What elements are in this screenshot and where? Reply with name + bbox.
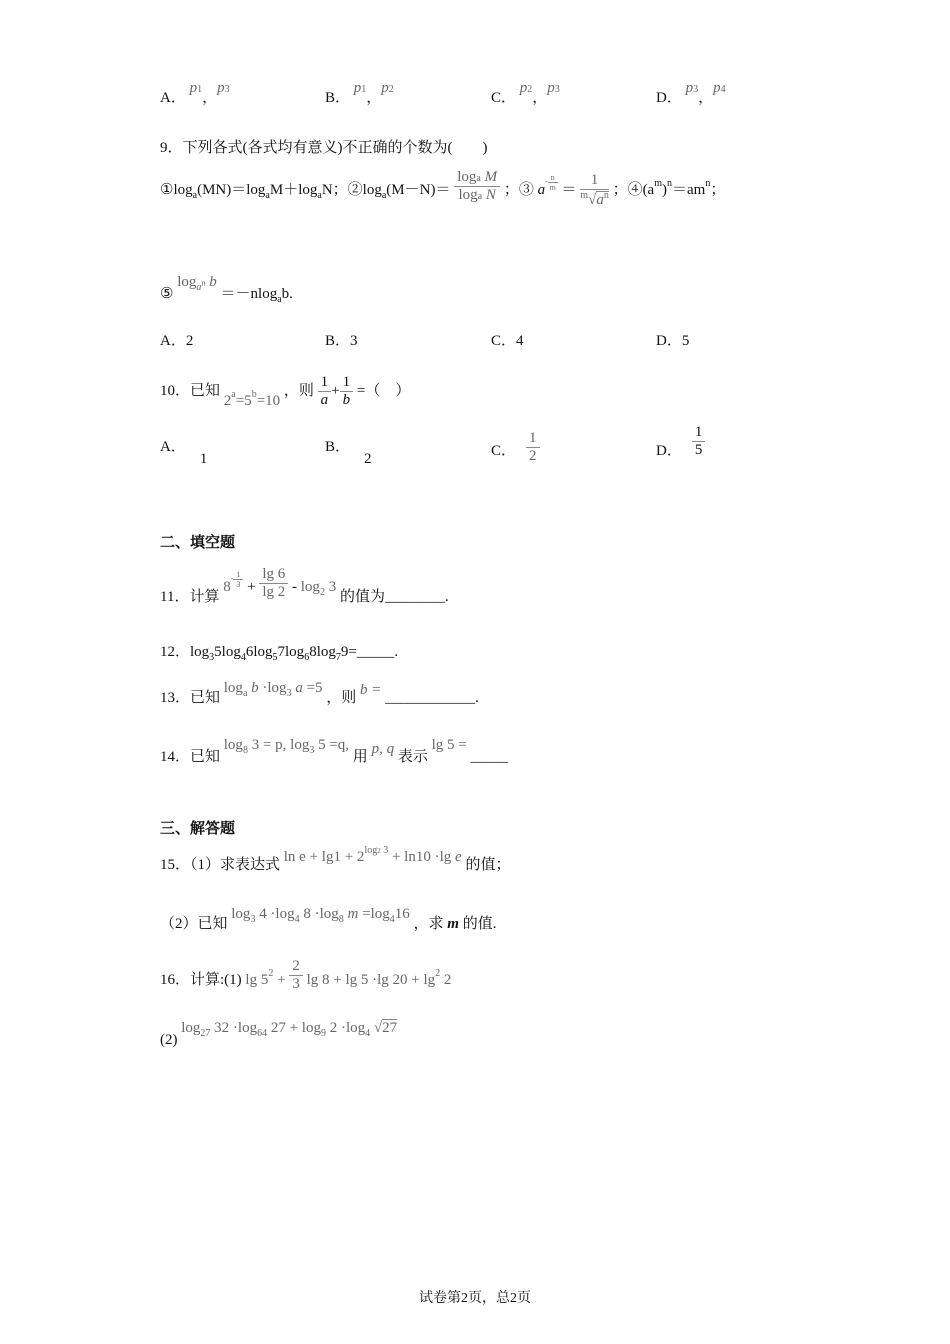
q8-option-b[interactable]: B． p1，p2 xyxy=(325,80,394,106)
q16-expression: $\lg 5^2$ + $\frac{2}{3}$ lg 8 + lg 5 ·lg $20 + \lg^2 2$ xyxy=(245,958,452,993)
q9-s5-exponent: $\log_{a^n} b$ xyxy=(177,274,217,293)
q16-part2: (2) $\log_{27} 32 \cdot\log_{64}$ $27 + \log_9 2 \cdot\log_4$ √27 xyxy=(160,1020,398,1048)
q10-option-c[interactable]: C． $\frac{1}{2}$ xyxy=(491,430,540,466)
q9-option-c[interactable]: C．4 xyxy=(491,333,524,349)
q11: 11．计算 $8^{- \frac{1}{3}}$ + $\frac{\lg 6}{\lg 2}$ - $\log_2 3$ 的值为________. xyxy=(160,566,449,606)
q15-part1: 15．（1）求表达式 $\ln e + \lg 1 + 2^{log2 3} + \ln 10 \cdot\lg$ e 的值； xyxy=(160,845,511,873)
section-solve-title: 三、解答题 xyxy=(160,821,236,837)
q9-stem: 9．下列各式(各式均有意义)不正确的个数为( ) xyxy=(160,140,488,156)
q14: 14．已知 $\log_8 3 = p$, $\log_3 5 =q$, 用 p, q 表示 lg 5 = _____ xyxy=(160,737,508,765)
q9-statements-line: $①\log_a(MN)=\log_aM+\log_aN$；$②\log_a(M-N)=$ $\frac{\text{loga M}}{\text{loga N}}$ ；③ $a^{- \frac{n}{m}}$ ＝ $\frac{1}{^m√a^n}$ ；$④(a^m)^n=am^n$； xyxy=(160,169,726,209)
q8-option-d[interactable]: D． p3，p4 xyxy=(656,80,726,106)
q16-part1: 16．计算:(1) $\lg 5^2$ + $\frac{2}{3}$ lg 8 + lg 5 ·lg $20 + \lg^2 2$ xyxy=(160,958,452,993)
q10-option-d[interactable]: D． $\frac{1}{5}$ xyxy=(656,424,705,460)
q9-option-d[interactable]: D．5 xyxy=(656,333,690,349)
q15-condition: $\log_3 4 \cdot\log_4$ $8 \cdot\log_8$ $m =\log_416$ xyxy=(231,906,410,925)
q15-expression: $\ln e + \lg 1 + 2^{log2 3} + \ln 10 \cdot\lg$ e xyxy=(283,845,462,865)
q10-option-a[interactable]: A．1 xyxy=(160,439,208,467)
q11-log: $\log_2 3$ xyxy=(300,579,337,599)
q10-stem: 10．已知 $2^a=5^b=10$ ，则 $\frac{1}{a}+$ $\frac{1}{b}$ =（ ） xyxy=(160,374,411,410)
q12: 12．$\log_35\log_46\log_57\log_68\log_79=\_\_\_\_\_$. xyxy=(160,644,399,663)
q10-condition: $2^a=5^b=10$ xyxy=(223,389,281,410)
q8-option-a[interactable]: A． p1，p3 xyxy=(160,80,230,106)
q13-condition: $\log_a b \cdot\log_3$ a =5 xyxy=(223,680,323,699)
q16-expression-2: $\log_{27} 32 \cdot\log_{64}$ $27 + \log_9 2 \cdot\log_4$ √27 xyxy=(181,1020,398,1039)
q10-fraction-b: $\frac{1}{b}$ xyxy=(340,374,354,410)
section-fill-in-title: 二、填空题 xyxy=(160,535,236,551)
q9-option-b[interactable]: B．3 xyxy=(325,333,358,349)
q9-root-fraction: $\frac{1}{^m√a^n}$ xyxy=(580,172,609,209)
q11-power: $8^{- \frac{1}{3}}$ xyxy=(223,579,243,595)
q10-option-b[interactable]: B．2 xyxy=(325,439,372,467)
q10-fraction-a: $\frac{1}{a}$ xyxy=(318,374,332,410)
q9-exponent: - n m xyxy=(545,172,556,192)
page-footer: 试卷第2页，总2页 xyxy=(419,1291,531,1306)
q9-option-a[interactable]: A．2 xyxy=(160,333,194,349)
q11-fraction: $\frac{\lg 6}{\lg 2}$ xyxy=(259,566,288,602)
q15-part2: （2）已知 $\log_3 4 \cdot\log_4$ $8 \cdot\log_8$ $m =\log_416$ ，求 m 的值. xyxy=(160,906,497,932)
q14-condition: $\log_8 3 = p$, $\log_3 5 =q$, xyxy=(223,737,350,756)
q9-statement-5: ⑤ $\log_{a^n} b =-nlog_ab$. xyxy=(160,274,293,305)
q13: 13．已知 $\log_a b \cdot\log_3$ a =5 ，则 b = ____________. xyxy=(160,680,479,706)
q8-option-c[interactable]: C． p2，p3 xyxy=(491,80,560,106)
q9-log-fraction: $\frac{\text{loga M}}{\text{loga N}}$ xyxy=(454,169,500,205)
